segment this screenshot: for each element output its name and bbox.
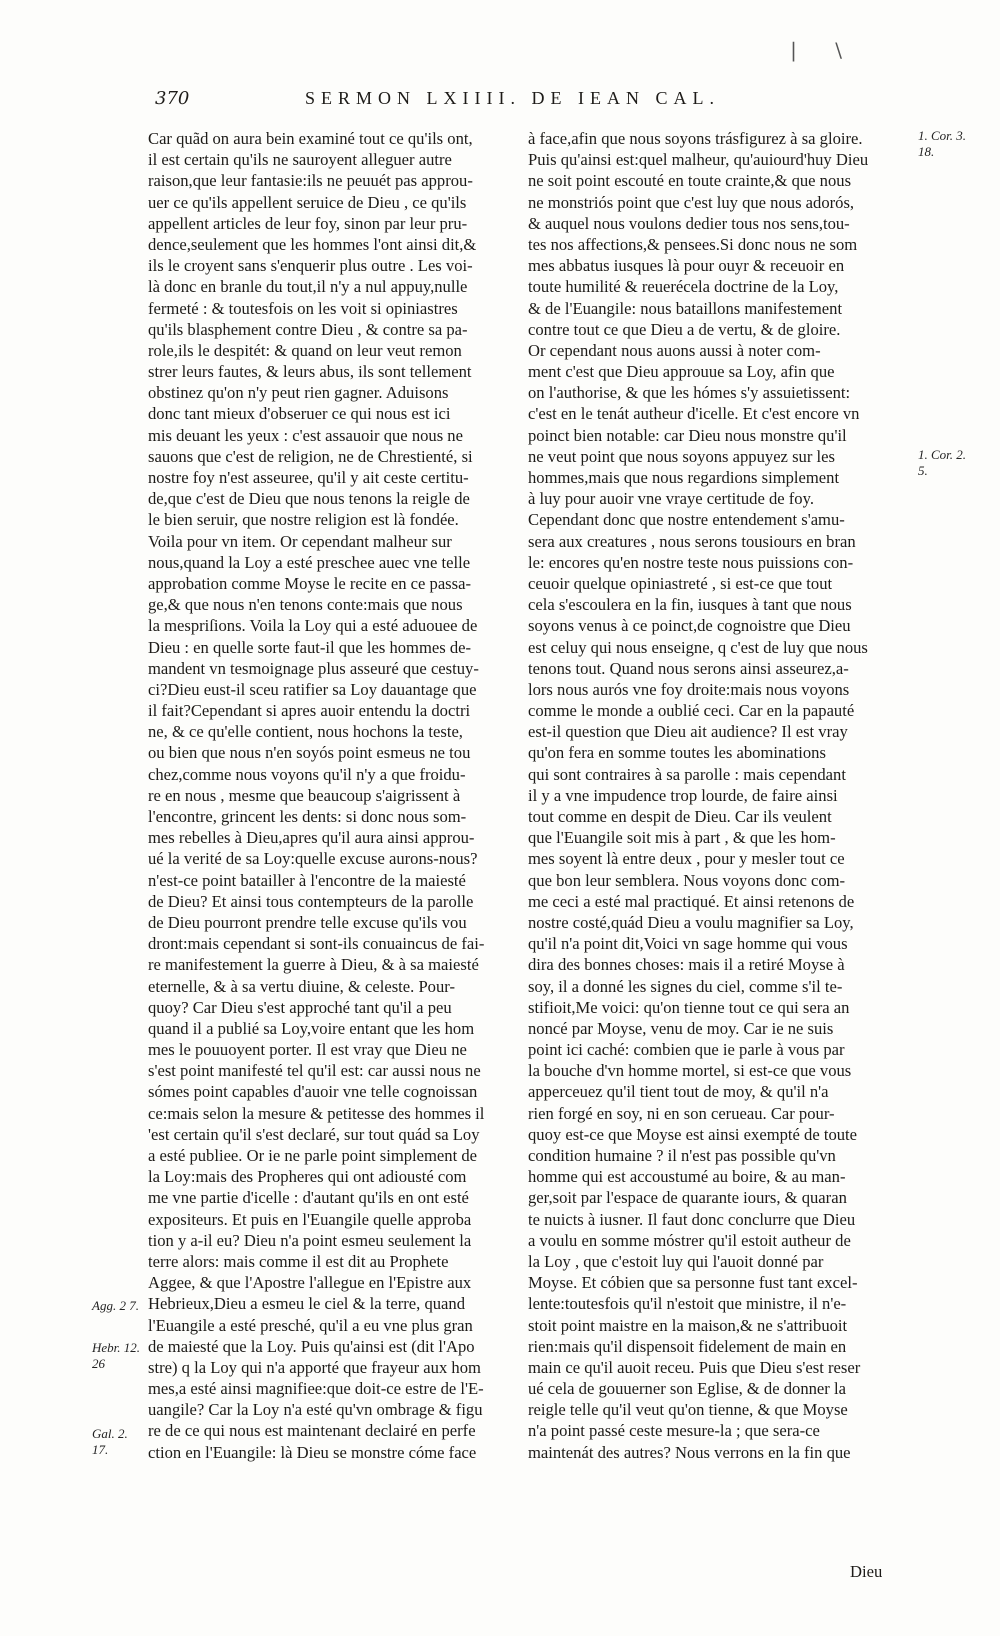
text-line: quand il a publié sa Loy,voire entant que les hom bbox=[148, 1018, 475, 1038]
text-line: qu'on fera en somme toutes les abominations bbox=[528, 743, 826, 763]
text-line: appellent articles de leur foy, sinon par leur pru- bbox=[148, 213, 468, 233]
text-line: cela s'escoulera en la fin, iusques à tant que nous bbox=[528, 595, 852, 615]
text-line: ction en l'Euangile: là Dieu se monstre cóme face bbox=[148, 1442, 477, 1462]
text-line: nostre foy n'est asseuree, qu'il y ait ceste certitu- bbox=[148, 468, 469, 487]
margin-note-1cor-2: 1. Cor. 2. 5. bbox=[918, 447, 967, 478]
text-line: dira des bonnes choses: mais il a retiré Moyse à bbox=[528, 955, 845, 975]
text-line: homme qui est accoustumé au boire, & au man- bbox=[528, 1167, 846, 1187]
text-line: la mespriſions. Voila la Loy qui a esté aduouee de bbox=[148, 616, 478, 636]
text-line: strer leurs fautes, & leurs abus, ils sont tellement bbox=[148, 362, 472, 382]
text-line: de Dieu pourront prendre telle excuse qu'ils vou bbox=[148, 912, 467, 932]
text-line: Voila pour vn item. Or cependant malheur sur bbox=[148, 531, 452, 551]
text-line: s'est point manifesté tel qu'il est: car aussi nous ne bbox=[148, 1061, 481, 1081]
text-line: Aggee, & que l'Apostre l'allegue en l'Epistre aux bbox=[148, 1273, 472, 1293]
text-line: ment c'est que Dieu approuue sa Loy, afin que bbox=[528, 362, 835, 382]
text-line: qui sont contraires à sa parolle : mais cependant bbox=[528, 764, 846, 784]
text-line: 'est certain qu'il s'est declaré, sur tout quád sa Loy bbox=[148, 1124, 480, 1144]
text-line: ne veut point que nous soyons appuyez sur les bbox=[528, 446, 835, 466]
text-line: sera aux creatures , nous serons tousiours en bran bbox=[528, 531, 856, 551]
text-line: dence,seulement que les hommes l'ont ainsi dit,& bbox=[148, 234, 477, 254]
edge-mark: | bbox=[790, 38, 797, 62]
text-line: l'encontre, grincent les dents: si donc nous som- bbox=[148, 807, 467, 826]
edge-mark: \ bbox=[835, 38, 842, 62]
text-line: tenons tout. Quand nous serons ainsi asseurez,a- bbox=[528, 658, 849, 678]
text-line: main ce qu'il auoit receu. Puis que Dieu s'est reser bbox=[528, 1357, 861, 1377]
running-title: SERMON LXIIII. DE IEAN CAL. bbox=[305, 88, 720, 108]
text-line: est-il question que Dieu ait audience? Il est vray bbox=[528, 722, 848, 742]
text-line: Car quãd on aura bein examiné tout ce qu'ils ont, bbox=[148, 129, 473, 148]
text-line: approbation comme Moyse le recite en ce passa- bbox=[148, 573, 471, 593]
text-line: ge,& que nous n'en tenons conte:mais que nous bbox=[148, 595, 463, 615]
text-line: le bien seruir, que nostre religion est là fondée. bbox=[148, 510, 459, 530]
text-line: il est certain qu'ils ne sauroyent alleguer autre bbox=[148, 150, 452, 170]
text-line: expositeurs. Et puis en l'Euangile quelle approba bbox=[148, 1209, 472, 1229]
text-line: poinct bien notable: car Dieu nous monstre qu'il bbox=[528, 425, 847, 445]
text-line: re en nous , mesme que beaucoup s'aigrissent à bbox=[148, 785, 461, 805]
text-line: à face,afin que nous soyons trásfigurez à sa gloire. bbox=[528, 129, 863, 148]
text-line: contre tout ce que Dieu a de vertu, & de gloire. bbox=[528, 319, 841, 339]
right-column bbox=[528, 128, 908, 1463]
page-number: 370 bbox=[155, 88, 190, 109]
text-line: mandent vn tesmoignage plus asseuré que cestuy- bbox=[148, 658, 479, 678]
text-line: Dieu : en quelle sorte faut-il que les hommes de- bbox=[148, 637, 472, 657]
text-line: me vne partie d'icelle : d'autant qu'ils en ont esté bbox=[148, 1188, 469, 1208]
text-line: & auquel nous voulons dedier tous nos sens,tou- bbox=[528, 213, 850, 233]
text-line: Moyse. Et cóbien que sa personne fust tant excel- bbox=[528, 1273, 858, 1293]
text-line: tes nos affections,& pensees.Si donc nous ne som bbox=[528, 234, 858, 254]
text-line: obstinez qu'on n'y peut rien gagner. Aduisons bbox=[148, 383, 449, 403]
text-line: Or cependant nous auons aussi à noter com- bbox=[528, 340, 821, 360]
text-line: terre alors: mais comme il est dit au Prophete bbox=[148, 1251, 449, 1271]
text-line: apperceuez qu'il tient tout de moy, & qu'il n'a bbox=[528, 1082, 829, 1102]
text-line: a esté publiee. Or ie ne parle point simplement de bbox=[148, 1146, 477, 1165]
text-line: on l'authorise, & que les hómes s'y assuietissent: bbox=[528, 383, 851, 403]
text-line: ils le croyent sans s'enquerir plus outre . Les voi- bbox=[148, 256, 473, 276]
text-line: te nuicts à iusner. Il faut donc conclurre que Dieu bbox=[528, 1209, 856, 1229]
margin-note-heb: Hebr. 12. 26 bbox=[92, 1340, 141, 1371]
text-line: soy, il a donné les signes du ciel, comme s'il te- bbox=[528, 976, 843, 996]
catchword: Dieu bbox=[850, 1562, 883, 1581]
text-line: mes le pouuoyent porter. Il est vray que Dieu ne bbox=[148, 1040, 467, 1060]
text-line: il fait?Cependant si apres auoir entendu la doctri bbox=[148, 701, 471, 721]
text-line: point ici caché: combien que ie parle à vous par bbox=[528, 1040, 845, 1060]
text-line: sauons que c'est de religion, ne de Chrestienté, si bbox=[148, 446, 473, 466]
text-line: re de ce qui nous est maintenant declairé en perfe bbox=[148, 1421, 476, 1441]
edge-marks bbox=[758, 38, 842, 62]
text-line: uangile? Car la Loy n'a esté qu'vn ombrage & figu bbox=[148, 1400, 483, 1420]
text-line: raison,que leur fantasie:ils ne peuuét pas approu- bbox=[148, 171, 473, 191]
text-line: mes soyent là entre deux , pour y mesler tout ce bbox=[528, 849, 845, 869]
text-line: lente:toutesfois qu'il n'estoit que ministre, il n'e- bbox=[528, 1294, 847, 1314]
text-line: stre) q la Loy qui n'a apporté que frayeur aux hom bbox=[148, 1357, 481, 1377]
text-line: qu'il n'a point dit,Voici vn sage homme qui vous bbox=[528, 934, 848, 954]
text-line: la bouche d'vn homme mortel, si est-ce que vous bbox=[528, 1061, 852, 1081]
text-line: tion y a-il eu? Dieu n'a point esmeu seulement la bbox=[148, 1230, 472, 1250]
text-line: sómes point capables d'auoir vne telle cognoissan bbox=[148, 1082, 478, 1102]
text-line: il y a vne impudence trop lourde, de faire ainsi bbox=[528, 785, 838, 805]
text-line: n'a point passé ceste mesure-la ; que sera-ce bbox=[528, 1421, 820, 1441]
text-line: uer ce qu'ils appellent seruice de Dieu , ce qu'ils bbox=[148, 192, 467, 212]
text-line: l'Euangile a esté presché, qu'il a eu vne plus gran bbox=[148, 1315, 473, 1335]
text-line: chez,comme nous voyons qu'il n'y a que froidu- bbox=[148, 764, 466, 784]
text-line: est celuy qui nous enseigne, q c'est de luy que nous bbox=[528, 637, 868, 657]
text-line: le: encores qu'en nostre teste nous puissions con- bbox=[528, 552, 854, 572]
text-line: c'est en le tenát autheur d'icelle. Et c'est encore vn bbox=[528, 404, 860, 424]
text-line: qu'ils blasphement contre Dieu , & contre sa pa- bbox=[148, 319, 468, 339]
text-line: quoy est-ce que Moyse est ainsi exempté de toute bbox=[528, 1124, 858, 1144]
margin-note-1cor-3: 1. Cor. 3. 18. bbox=[918, 128, 967, 159]
text-line: maintenát des autres? Nous verrons en la fin que bbox=[528, 1442, 851, 1462]
text-line: nostre costé,quád Dieu a voulu magnifier sa Loy, bbox=[528, 912, 854, 932]
text-line: n'est-ce point batailler à l'encontre de la maiesté bbox=[148, 870, 466, 890]
text-line: & de l'Euangile: nous bataillons manifestement bbox=[528, 298, 843, 318]
text-line: Hebrieux,Dieu a esmeu le ciel & la terre, quand bbox=[148, 1294, 465, 1314]
text-line: quoy? Car Dieu s'est approché tant qu'il a peu bbox=[148, 997, 452, 1017]
text-line: ce:mais selon la mesure & petitesse des hommes il bbox=[148, 1103, 485, 1123]
text-line: reigle telle qu'il veut qu'on tienne, & que Moyse bbox=[528, 1400, 848, 1420]
text-line: rien:mais qu'il dispensoit fidelement de main en bbox=[528, 1336, 847, 1356]
text-line: ne monstriós point que c'est luy que nous adorós, bbox=[528, 192, 855, 212]
margin-note-gal: Gal. 2. 17. bbox=[92, 1426, 128, 1457]
left-column bbox=[148, 128, 520, 1463]
text-line: là donc en branle du tout,il n'y a nul appuy,nulle bbox=[148, 277, 468, 297]
text-line: que l'Euangile soit mis à part , & que les hom- bbox=[528, 828, 836, 848]
text-line: stifioit,Me voici: qu'on tienne tout ce qui sera an bbox=[528, 997, 850, 1017]
page-header bbox=[155, 88, 915, 118]
text-line: dront:mais cependant si sont-ils conuaincus de fai- bbox=[148, 934, 485, 954]
text-line: ué cela de gouuerner son Eglise, & de donner la bbox=[528, 1379, 846, 1399]
text-line: de,que c'est de Dieu que nous tenons la reigle de bbox=[148, 489, 470, 509]
text-line: que bon leur semblera. Nous voyons donc com- bbox=[528, 870, 846, 890]
text-line: me ceci a esté mal practiqué. Et ainsi retenons de bbox=[528, 891, 855, 911]
text-line: condition humaine ? il n'est pas possible qu'vn bbox=[528, 1146, 836, 1165]
text-line: comme le monde a oublié ceci. Car en la papauté bbox=[528, 701, 855, 721]
text-line: de maiesté que la Loy. Puis qu'ainsi est (dit l'Apo bbox=[148, 1336, 475, 1356]
text-line: lors nous aurós vne foy droite:mais nous voyons bbox=[528, 679, 850, 699]
text-line: fermeté : & toutesfois on les voit si opiniastres bbox=[148, 298, 458, 318]
text-line: rien forgé en soy, ni en son cerueau. Car pour- bbox=[528, 1103, 835, 1123]
text-line: à luy pour auoir vne vraye certitude de foy. bbox=[528, 489, 814, 509]
text-line: de Dieu? Et ainsi tous contempteurs de la parolle bbox=[148, 891, 474, 911]
text-line: donc tant mieux d'obseruer ce qui nous est ici bbox=[148, 404, 451, 424]
text-line: ci?Dieu eust-il sceu ratifier sa Loy dauantage que bbox=[148, 679, 477, 699]
text-line: tout comme en despit de Dieu. Car ils veulent bbox=[528, 807, 832, 826]
text-line: la Loy:mais des Propheres qui ont adiousté com bbox=[148, 1167, 467, 1187]
text-line: ger,soit par l'espace de quarante iours, & quaran bbox=[528, 1188, 847, 1208]
text-line: a voulu en somme móstrer qu'il estoit autheur de bbox=[528, 1230, 851, 1250]
margin-note-agg: Agg. 2 7. bbox=[92, 1298, 139, 1313]
text-line: ne, & ce qu'elle contient, nous hochons la teste, bbox=[148, 722, 463, 742]
text-line: ué la verité de sa Loy:quelle excuse aurons-nous? bbox=[148, 849, 478, 869]
text-line: ceuoir quelque opiniastreté , si est-ce que tout bbox=[528, 573, 833, 593]
text-line: role,ils le despitét: & quand on leur veut remon bbox=[148, 340, 462, 360]
text-line: mes abbatus iusques là pour ouyr & receuoir en bbox=[528, 256, 845, 276]
text-line: hommes,mais que nous regardions simplement bbox=[528, 468, 840, 487]
text-line: Puis qu'ainsi est:quel malheur, qu'auiourd'huy Dieu bbox=[528, 150, 869, 170]
text-line: nous,quand la Loy a esté preschee auec vne telle bbox=[148, 552, 471, 572]
text-line: mes,a esté ainsi magnifiee:que doit-ce estre de l'E- bbox=[148, 1379, 484, 1399]
text-line: ne soit point escouté en toute crainte,& que nous bbox=[528, 171, 852, 191]
text-line: noncé par Moyse, venu de moy. Car ie ne suis bbox=[528, 1018, 834, 1038]
text-line: eternelle, & à sa vertu diuine, & celeste. Pour- bbox=[148, 976, 456, 996]
text-line: la Loy , que c'estoit luy qui l'auoit donné par bbox=[528, 1251, 824, 1271]
text-line: mis deuant les yeux : c'est assauoir que nous ne bbox=[148, 425, 463, 445]
text-line: mes rebelles à Dieu,apres qu'il aura ainsi approu- bbox=[148, 828, 475, 848]
text-line: ou bien que nous n'en soyós point esmeus ne tou bbox=[148, 743, 471, 763]
text-line: soyons venus à ce poinct,de cognoistre que Dieu bbox=[528, 616, 851, 636]
text-line: Cependant donc que nostre entendement s'amu- bbox=[528, 510, 845, 530]
text-line: re manifestement la guerre à Dieu, & à sa maiesté bbox=[148, 955, 479, 975]
text-line: toute humilité & reuerécela doctrine de la Loy, bbox=[528, 277, 839, 297]
text-line: stoit point maistre en la maison,& ne s'attribuoit bbox=[528, 1315, 848, 1335]
